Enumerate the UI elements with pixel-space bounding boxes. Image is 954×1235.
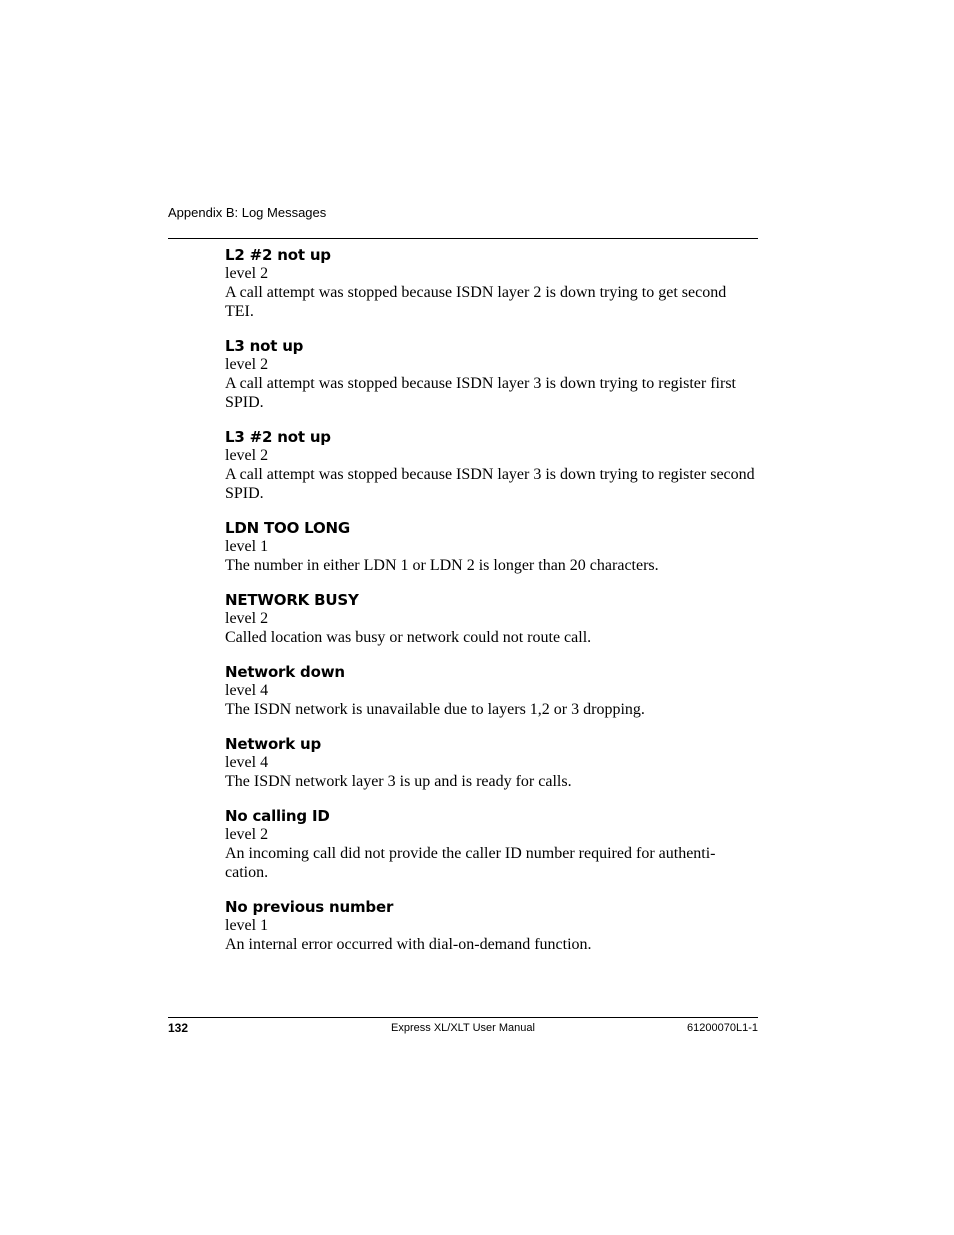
- log-entry-level: level 2: [225, 610, 269, 627]
- footer-rule: [168, 1017, 758, 1018]
- log-entry-level: level 2: [225, 447, 269, 464]
- running-header: Appendix B: Log Messages: [168, 205, 327, 220]
- log-entry-description: The ISDN network is unavailable due to layers 1,2 or 3 dropping.: [225, 701, 645, 718]
- log-entry-level: level 4: [225, 754, 269, 771]
- log-entry-description: A call attempt was stopped because ISDN layer 3 is down trying to register second SPID.: [225, 466, 755, 502]
- log-entry: [225, 898, 758, 954]
- part-number: 61200070L1-1: [687, 1022, 758, 1034]
- log-entry-title: Network up: [225, 735, 322, 753]
- log-entry-level: level 4: [225, 682, 269, 699]
- page-footer: [168, 1021, 758, 1037]
- log-entry: [225, 663, 758, 719]
- log-entry-title: No previous number: [225, 898, 394, 916]
- log-entry-title: L3 not up: [225, 337, 304, 355]
- log-entry-title: L3 #2 not up: [225, 428, 331, 446]
- log-entry: [225, 591, 758, 647]
- log-entry-title: Network down: [225, 663, 345, 681]
- log-entry-level: level 2: [225, 826, 269, 843]
- log-entry: [225, 519, 758, 575]
- log-entry-description: The ISDN network layer 3 is up and is ready for calls.: [225, 773, 572, 790]
- log-entry: [225, 735, 758, 791]
- header-rule: [168, 238, 758, 239]
- log-entry-level: level 1: [225, 917, 269, 934]
- log-entry-level: level 2: [225, 265, 269, 282]
- log-message-list: [225, 246, 758, 970]
- log-entry-description: An incoming call did not provide the caller ID number required for authenti- cation.: [225, 845, 716, 881]
- log-entry: [225, 807, 758, 882]
- manual-title: Express XL/XLT User Manual: [391, 1022, 535, 1034]
- log-entry-description: An internal error occurred with dial-on-demand function.: [225, 936, 592, 953]
- log-entry-description: A call attempt was stopped because ISDN layer 3 is down trying to register first SPID.: [225, 375, 736, 411]
- log-entry-title: NETWORK BUSY: [225, 591, 359, 609]
- page-number: 132: [168, 1021, 189, 1035]
- log-entry-level: level 1: [225, 538, 269, 555]
- log-entry-description: Called location was busy or network could not route call.: [225, 629, 592, 646]
- log-entry-title: No calling ID: [225, 807, 330, 825]
- log-entry: [225, 428, 758, 503]
- log-entry-title: LDN TOO LONG: [225, 519, 350, 537]
- log-entry: [225, 337, 758, 412]
- log-entry-description: A call attempt was stopped because ISDN layer 2 is down trying to get second TEI.: [225, 284, 727, 320]
- log-entry: [225, 246, 758, 321]
- log-entry-level: level 2: [225, 356, 269, 373]
- log-entry-title: L2 #2 not up: [225, 246, 331, 264]
- log-entry-description: The number in either LDN 1 or LDN 2 is longer than 20 characters.: [225, 557, 659, 574]
